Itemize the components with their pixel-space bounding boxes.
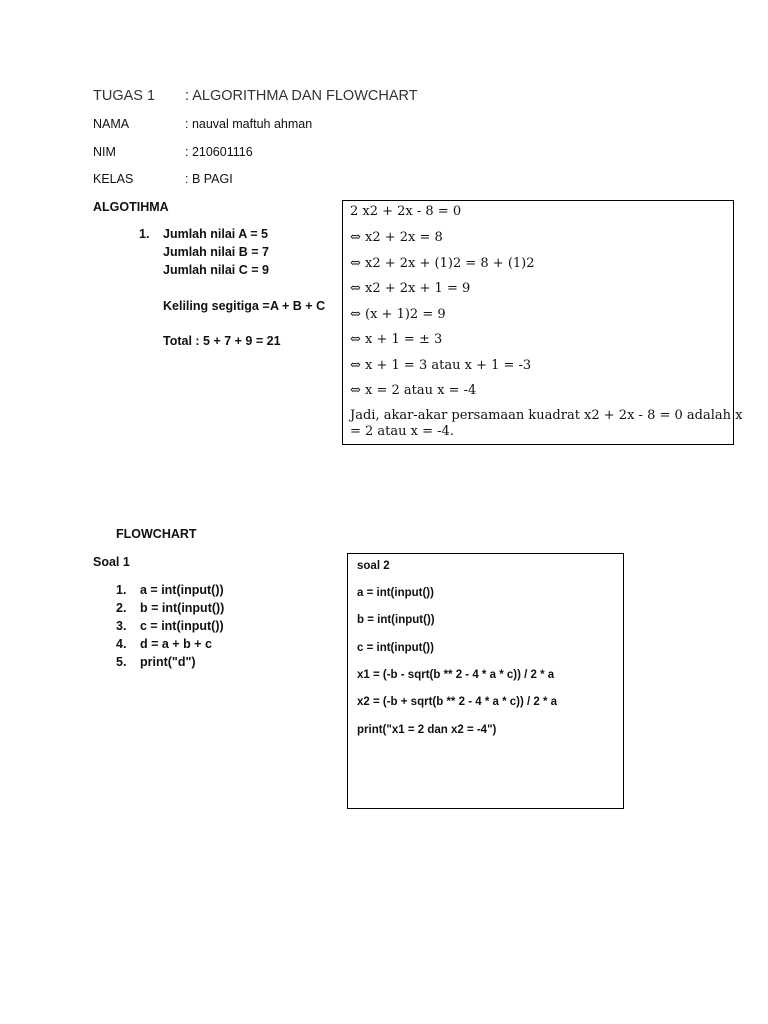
list-item — [116, 635, 224, 653]
list-number: 2. — [116, 601, 127, 615]
nama-label: NAMA — [93, 117, 130, 131]
flowchart-heading: FLOWCHART — [116, 527, 197, 541]
list-item — [116, 599, 224, 617]
list-text: d = a + b + c — [140, 637, 212, 651]
equation-line: ⇔ x2 + 2x + (1)2 = 8 + (1)2 — [350, 256, 535, 271]
equation-line: ⇔ x + 1 = ± 3 — [350, 332, 443, 347]
kelas-value: : B PAGI — [185, 172, 233, 186]
code-line: c = int(input()) — [357, 642, 434, 654]
jumlah-b: Jumlah nilai B = 7 — [163, 245, 269, 259]
soal1-label: Soal 1 — [93, 555, 130, 569]
list-number: 4. — [116, 637, 127, 651]
code-line: x2 = (-b + sqrt(b ** 2 - 4 * a * c)) / 2 * a — [357, 696, 558, 708]
equation-line: ⇔ x2 + 2x = 8 — [350, 230, 443, 245]
equation-line: ⇔ x2 + 2x + 1 = 9 — [350, 281, 471, 296]
list-text: print("d") — [140, 655, 196, 669]
list-item — [116, 653, 224, 671]
list-number: 5. — [116, 655, 127, 669]
nama-value: : nauval maftuh ahman — [185, 117, 313, 131]
tugas-label: TUGAS 1 — [93, 88, 156, 104]
equation-line: ⇔ x + 1 = 3 atau x + 1 = -3 — [350, 358, 532, 373]
code-line: print("x1 = 2 dan x2 = -4") — [357, 724, 497, 736]
jumlah-c: Jumlah nilai C = 9 — [163, 263, 269, 277]
nim-label: NIM — [93, 145, 116, 159]
code-line: x1 = (-b - sqrt(b ** 2 - 4 * a * c)) / 2 * a — [357, 669, 555, 681]
list-number: 3. — [116, 619, 127, 633]
conclusion-line-2: = 2 atau x = -4. — [350, 424, 454, 439]
soal1-list — [116, 581, 224, 671]
soal2-label: soal 2 — [357, 560, 390, 572]
code-line: a = int(input()) — [357, 587, 434, 599]
algoritma-item-number: 1. — [139, 227, 150, 241]
kelas-label: KELAS — [93, 172, 134, 186]
list-item — [116, 617, 224, 635]
equation-line: ⇔ (x + 1)2 = 9 — [350, 307, 446, 322]
keliling-label: Keliling segitiga = — [163, 299, 270, 313]
jumlah-a: Jumlah nilai A = 5 — [163, 227, 269, 241]
total-line: Total : 5 + 7 + 9 = 21 — [163, 334, 281, 348]
tugas-title: : ALGORITHMA DAN FLOWCHART — [185, 88, 418, 104]
conclusion-line-1: Jadi, akar-akar persamaan kuadrat x2 + 2x - 8 = 0 adalah x — [350, 408, 743, 423]
soal2-box — [347, 553, 624, 809]
list-text: c = int(input()) — [140, 619, 224, 633]
code-line: b = int(input()) — [357, 614, 435, 626]
list-text: b = int(input()) — [140, 601, 225, 615]
algoritma-heading: ALGOTIHMA — [93, 200, 169, 214]
equation-line: ⇔ x = 2 atau x = -4 — [350, 383, 477, 398]
nim-value: : 210601116 — [185, 145, 253, 159]
list-text: a = int(input()) — [140, 583, 224, 597]
equation-line: 2 x2 + 2x - 8 = 0 — [350, 204, 462, 219]
list-item — [116, 581, 224, 599]
keliling-formula: A + B + C — [270, 299, 326, 313]
quadratic-box — [342, 200, 743, 445]
list-number: 1. — [116, 583, 127, 597]
